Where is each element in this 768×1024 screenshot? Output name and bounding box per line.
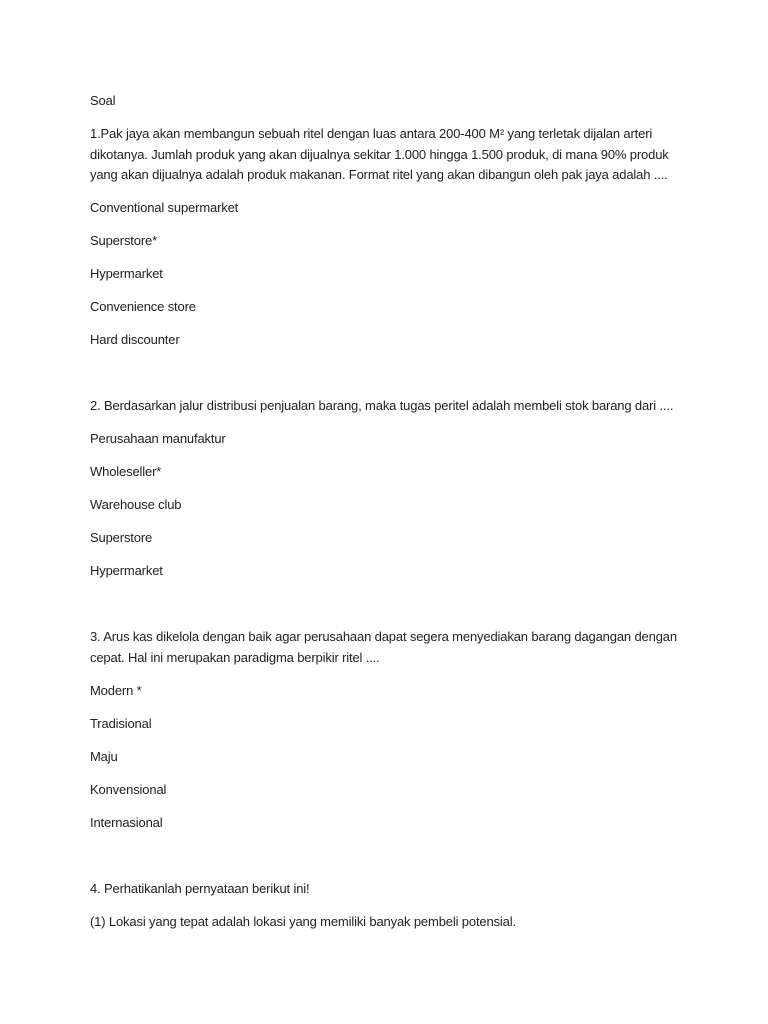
question-1-option-2: Superstore*	[90, 233, 157, 248]
question-4-statement-1: (1) Lokasi yang tepat adalah lokasi yang memiliki banyak pembeli potensial.	[90, 913, 516, 929]
question-2-option-1: Perusahaan manufaktur	[90, 431, 226, 446]
question-3-text: 3. Arus kas dikelola dengan baik agar perusahaan dapat segera menyediakan barang dagangan dengan cepat. Hal ini merupakan paradigma berpikir ritel ....	[90, 629, 677, 665]
question-2-option-2: Wholeseller*	[90, 464, 162, 479]
question-1-option-4: Convenience store	[90, 299, 196, 314]
document-body	[90, 91, 680, 945]
question-4-text: 4. Perhatikanlah pernyataan berikut ini!	[90, 880, 310, 896]
question-1-option-1: Conventional supermarket	[90, 200, 239, 215]
question-1-text: 1.Pak jaya akan membangun sebuah ritel dengan luas antara 200-400 M² yang terletak dijalan arteri dikotanya. Jumlah produk yang akan dijualnya sekitar 1.000 hingga 1.500 produk, di mana 90% produk yang akan dijualnya adalah produk makanan. Format ritel yang akan dibangun oleh pak jaya adalah ....	[90, 126, 669, 182]
question-3-option-5: Internasional	[90, 814, 163, 830]
question-3-option-3: Maju	[90, 748, 118, 764]
question-2-option-4: Superstore	[90, 530, 153, 545]
question-3-option-4: Konvensional	[90, 781, 167, 797]
question-2-text: 2. Berdasarkan jalur distribusi penjualan barang, maka tugas peritel adalah membeli stok barang dari ....	[90, 398, 674, 413]
question-1-option-5: Hard discounter	[90, 332, 180, 347]
document-heading: Soal	[90, 93, 116, 108]
blank-line	[90, 363, 680, 396]
question-3-option-1: Modern *	[90, 682, 142, 698]
question-1-option-3: Hypermarket	[90, 266, 163, 281]
question-3-option-2: Tradisional	[90, 715, 152, 731]
blank-line	[90, 594, 680, 627]
question-2-option-3: Warehouse club	[90, 497, 182, 512]
blank-line	[90, 846, 680, 879]
question-2-option-5: Hypermarket	[90, 563, 163, 578]
